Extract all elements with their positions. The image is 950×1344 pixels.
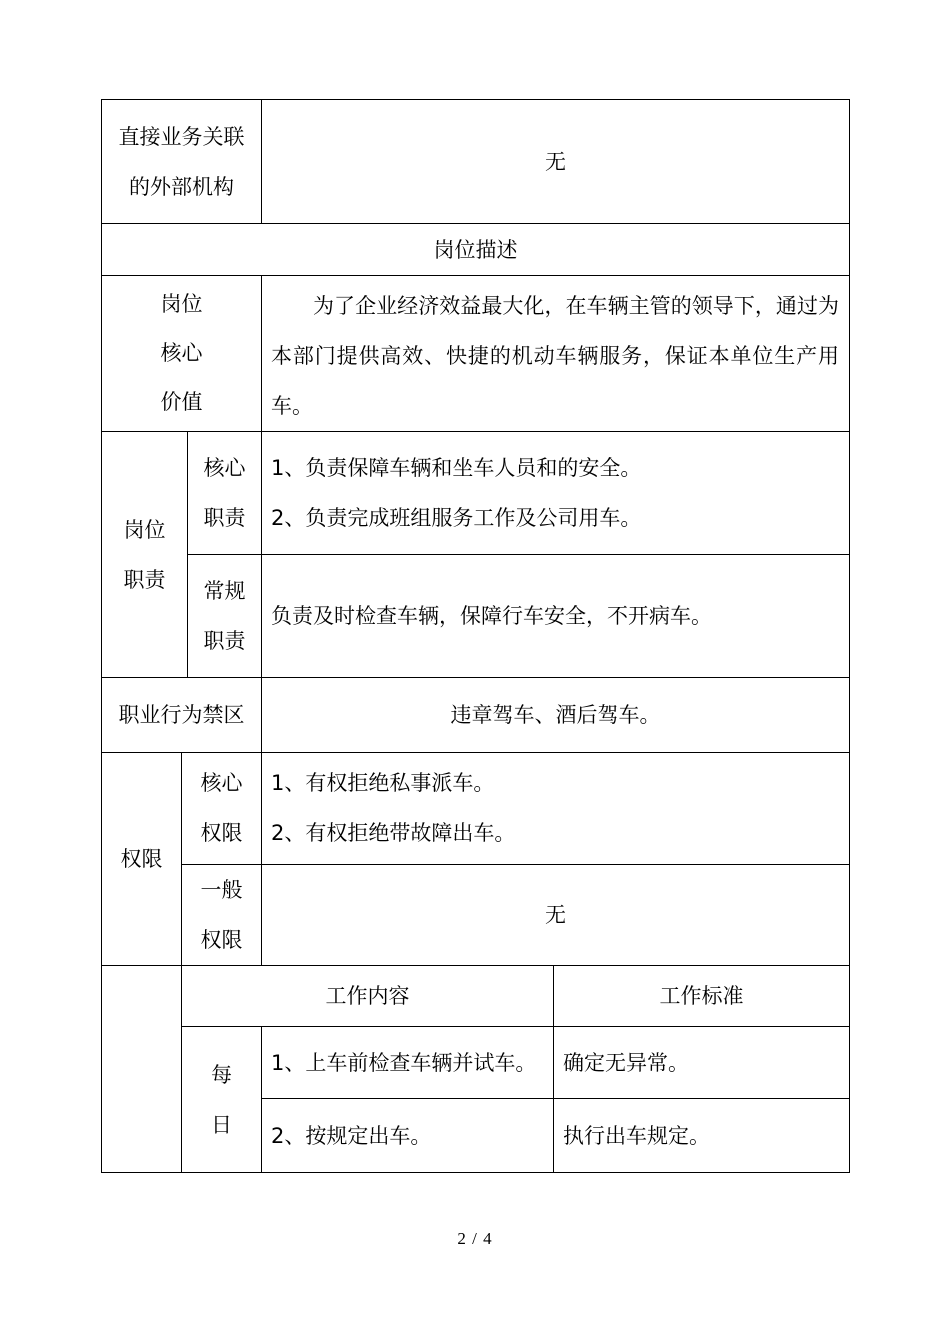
daily-task-content: 1、上车前检查车辆并试车。 bbox=[262, 1027, 554, 1099]
duties-core-label-line2: 职责 bbox=[203, 506, 246, 530]
duties-routine-label bbox=[188, 555, 262, 678]
duties-routine-label-line2: 职责 bbox=[203, 629, 246, 653]
section-header: 岗位描述 bbox=[102, 224, 850, 276]
authority-general-label-line2: 权限 bbox=[200, 928, 243, 952]
job-description-table bbox=[101, 99, 850, 1173]
forbidden-value: 违章驾车、酒后驾车。 bbox=[262, 678, 850, 753]
duties-routine-row bbox=[102, 555, 850, 678]
authority-core-label-line2: 权限 bbox=[200, 821, 243, 845]
daily-task-content: 2、按规定出车。 bbox=[262, 1099, 554, 1173]
external-org-label bbox=[102, 100, 262, 224]
authority-core-label bbox=[182, 753, 262, 865]
section-header-row bbox=[102, 224, 850, 276]
duties-core-item: 1、负责保障车辆和坐车人员和的安全。 bbox=[271, 456, 642, 480]
duties-core-label-line1: 核心 bbox=[203, 456, 246, 480]
duties-core-items bbox=[262, 432, 850, 555]
forbidden-label: 职业行为禁区 bbox=[102, 678, 262, 753]
duties-label-line2: 职责 bbox=[123, 567, 166, 592]
work-header-row bbox=[102, 966, 850, 1027]
daily-label-line2: 日 bbox=[211, 1112, 232, 1137]
work-content-header: 工作内容 bbox=[182, 966, 554, 1027]
daily-task-standard: 确定无异常。 bbox=[554, 1027, 850, 1099]
authority-label: 权限 bbox=[102, 753, 182, 966]
page-number: 2 / 4 bbox=[457, 1229, 493, 1248]
daily-label bbox=[182, 1027, 262, 1173]
authority-core-label-line1: 核心 bbox=[200, 771, 243, 795]
authority-core-item: 2、有权拒绝带故障出车。 bbox=[271, 821, 516, 845]
external-org-row bbox=[102, 100, 850, 224]
authority-core-items bbox=[262, 753, 850, 865]
external-org-label-line1: 直接业务关联 bbox=[118, 124, 245, 149]
core-value-label-line3: 价值 bbox=[160, 390, 203, 414]
core-value-text: 为了企业经济效益最大化，在车辆主管的领导下，通过为本部门提供高效、快捷的机动车辆服务，保证本单位生产用车。 bbox=[262, 276, 850, 432]
core-value-label-line1: 岗位 bbox=[160, 292, 203, 316]
authority-general-row bbox=[102, 865, 850, 966]
duties-routine-text: 负责及时检查车辆，保障行车安全，不开病车。 bbox=[262, 555, 850, 678]
work-standard-header: 工作标准 bbox=[554, 966, 850, 1027]
authority-general-label-line1: 一般 bbox=[200, 878, 243, 902]
external-org-value: 无 bbox=[262, 100, 850, 224]
authority-general-value: 无 bbox=[262, 865, 850, 966]
daily-label-line1: 每 bbox=[211, 1062, 232, 1087]
authority-general-label bbox=[182, 865, 262, 966]
core-value-label bbox=[102, 276, 262, 432]
authority-core-row bbox=[102, 753, 850, 865]
duties-core-row bbox=[102, 432, 850, 555]
external-org-label-line2: 的外部机构 bbox=[129, 174, 234, 199]
daily-task-standard: 执行出车规定。 bbox=[554, 1099, 850, 1173]
forbidden-row bbox=[102, 678, 850, 753]
duties-core-item: 2、负责完成班组服务工作及公司用车。 bbox=[271, 506, 642, 530]
daily-task-row bbox=[102, 1027, 850, 1099]
work-blank-cell bbox=[102, 966, 182, 1173]
duties-core-label bbox=[188, 432, 262, 555]
core-value-label-line2: 核心 bbox=[160, 341, 203, 365]
duties-label bbox=[102, 432, 188, 678]
duties-label-line1: 岗位 bbox=[123, 517, 166, 542]
duties-routine-label-line1: 常规 bbox=[203, 579, 246, 603]
core-value-row bbox=[102, 276, 850, 432]
authority-core-item: 1、有权拒绝私事派车。 bbox=[271, 771, 495, 795]
